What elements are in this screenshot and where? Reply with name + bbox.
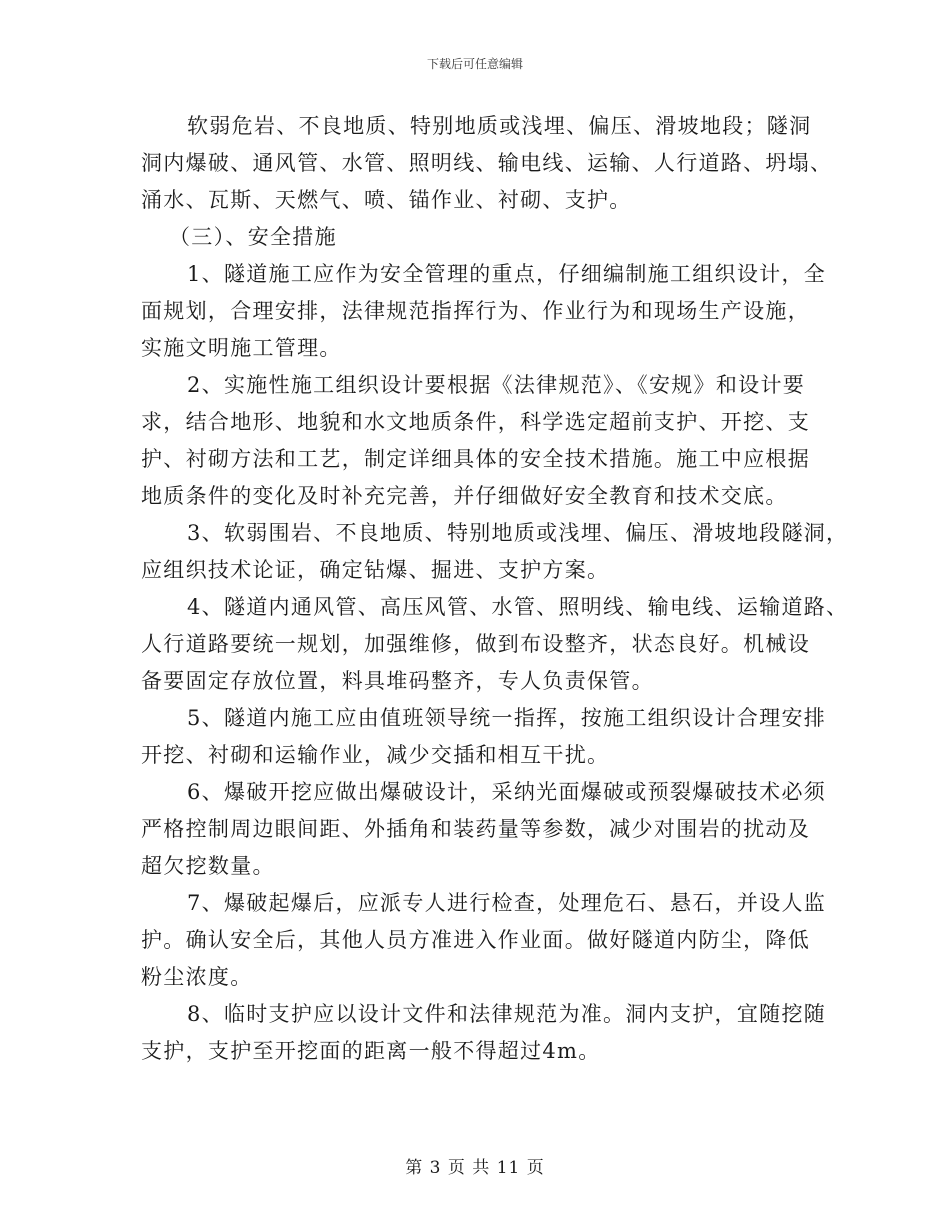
text-line: 8、临时支护应以设计文件和法律规范为准。洞内支护，宜随挖随: [187, 1002, 827, 1026]
page-header: 下载后可任意编辑: [426, 57, 523, 71]
text-line: 备要固定存放位置，料具堆码整齐，专人负责保管。: [141, 669, 654, 693]
text-line: 6、爆破开挖应做出爆破设计，采纳光面爆破或预裂爆破技术必须: [187, 780, 827, 804]
text-line: 软弱危岩、不良地质、特别地质或浅埋、偏压、滑坡地段；隧洞: [187, 114, 812, 138]
text-line: 洞内爆破、通风管、水管、照明线、输电线、运输、人行道路、坍塌、: [141, 151, 833, 175]
text-line: 护、衬砌方法和工艺，制定详细具体的安全技术措施。施工中应根据: [141, 447, 810, 471]
text-line: 面规划，合理安排，法律规范指挥行为、作业行为和现场生产设施，: [141, 299, 810, 323]
text-line: 2、实施性施工组织设计要根据《法律规范》、《安规》和设计要: [187, 373, 806, 397]
document-body: [141, 108, 849, 1070]
text-line: 5、隧道内施工应由值班领导统一指挥，按施工组织设计合理安排: [187, 706, 827, 730]
text-line: 开挖、衬砌和运输作业，减少交插和相互干扰。: [141, 743, 610, 767]
text-line: 严格控制周边眼间距、外插角和装药量等参数，减少对围岩的扰动及: [141, 817, 810, 841]
text-line: 粉尘浓度。: [141, 965, 253, 989]
text-line: 支护，支护至开挖面的距离一般不得超过4m。: [141, 1039, 601, 1063]
text-line: 实施文明施工管理。: [141, 336, 342, 360]
text-line: 人行道路要统一规划，加强维修，做到布设整齐，状态良好。机械设: [141, 632, 810, 656]
text-line: 超欠挖数量。: [141, 854, 275, 878]
text-line: 应组织技术论证，确定钻爆、掘进、支护方案。: [141, 558, 610, 582]
text-line: 3、软弱围岩、不良地质、特别地质或浅埋、偏压、滑坡地段隧洞，: [187, 521, 849, 545]
text-line: 地质条件的变化及时补充完善，并仔细做好安全教育和技术交底。: [141, 484, 788, 508]
page-footer: 第 3 页 共 11 页: [405, 1158, 545, 1178]
text-line: 4、隧道内通风管、高压风管、水管、照明线、输电线、运输道路、: [187, 595, 849, 619]
text-line: 护。确认安全后，其他人员方准进入作业面。做好隧道内防尘，降低: [141, 928, 810, 952]
text-line: 1、隧道施工应作为安全管理的重点，仔细编制施工组织设计，全: [187, 262, 827, 286]
section-heading: （三）、安全措施: [169, 225, 337, 249]
text-line: 求，结合地形、地貌和水文地质条件，科学选定超前支护、开挖、支: [141, 410, 810, 434]
text-line: 7、爆破起爆后，应派专人进行检查，处理危石、悬石，并设人监: [187, 891, 827, 915]
text-line: 涌水、瓦斯、天燃气、喷、锚作业、衬砌、支护。: [141, 188, 632, 212]
